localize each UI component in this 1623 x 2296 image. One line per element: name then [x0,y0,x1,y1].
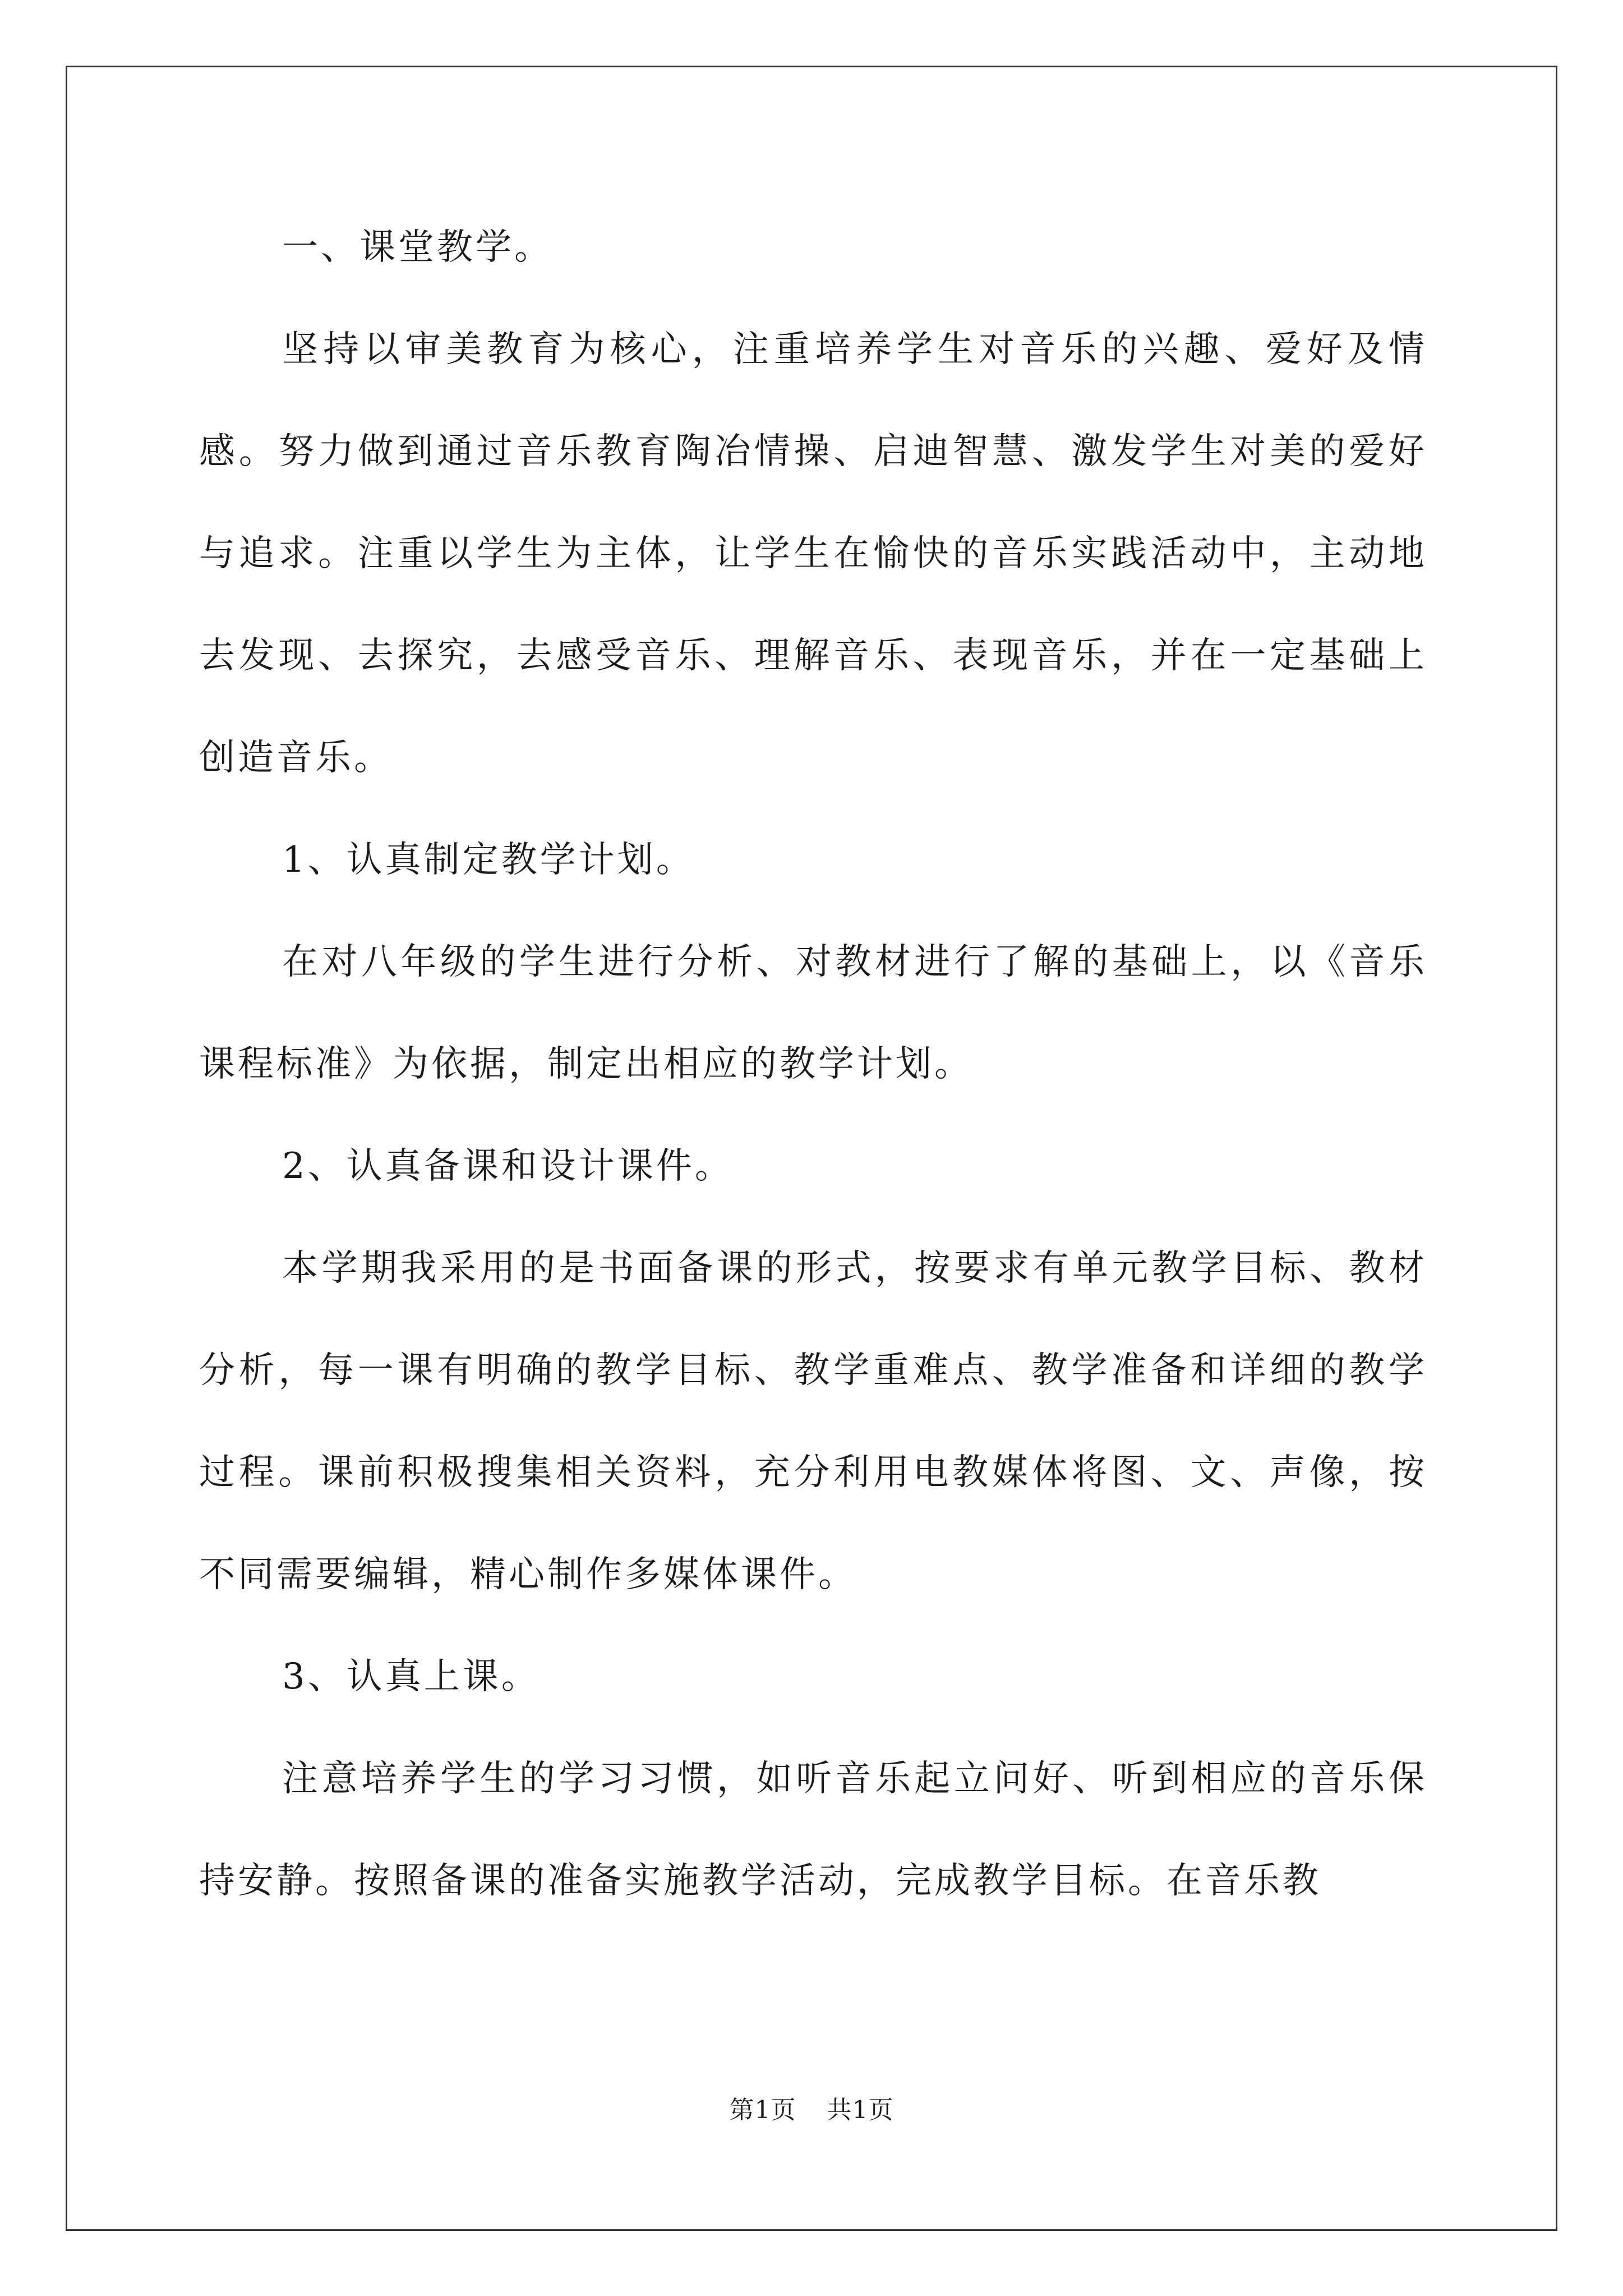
subsection-heading: 2、认真备课和设计课件。 [282,1145,734,1187]
paragraph: 在对八年级的学生进行分析、对教材进行了解的基础上，以《音乐课程标准》为依据，制定出相应的教学计划。 [199,941,1427,1085]
paragraph: 本学期我采用的是书面备课的形式，按要求有单元教学目标、教材分析，每一课有明确的教学目标、教学重难点、教学准备和详细的教学过程。课前积极搜集相关资料，充分利用电教媒体将图、文、声像，按不同需要编辑，精心制作多媒体课件。 [199,1248,1427,1595]
page-number: 第1页 [729,2096,796,2124]
subsection-heading: 1、认真制定教学计划。 [282,839,695,881]
paragraph: 注意培养学生的学习习惯，如听音乐起立问好、听到相应的音乐保持安静。按照备课的准备实施教学活动，完成教学目标。在音乐教 [199,1758,1427,1902]
section-heading: 一、课堂教学。 [282,227,553,268]
subsection-heading: 3、认真上课。 [282,1656,540,1697]
document-body [199,196,1427,1932]
paragraph: 坚持以审美教育为核心，注重培养学生对音乐的兴趣、爱好及情感。努力做到通过音乐教育陶冶情操、启迪智慧、激发学生对美的爱好与追求。注重以学生为主体，让学生在愉快的音乐实践活动中，主动地去发现、去探究，去感受音乐、理解音乐、表现音乐，并在一定基础上创造音乐。 [199,329,1427,779]
page-count: 共1页 [827,2096,894,2124]
page-footer [0,2093,1623,2127]
